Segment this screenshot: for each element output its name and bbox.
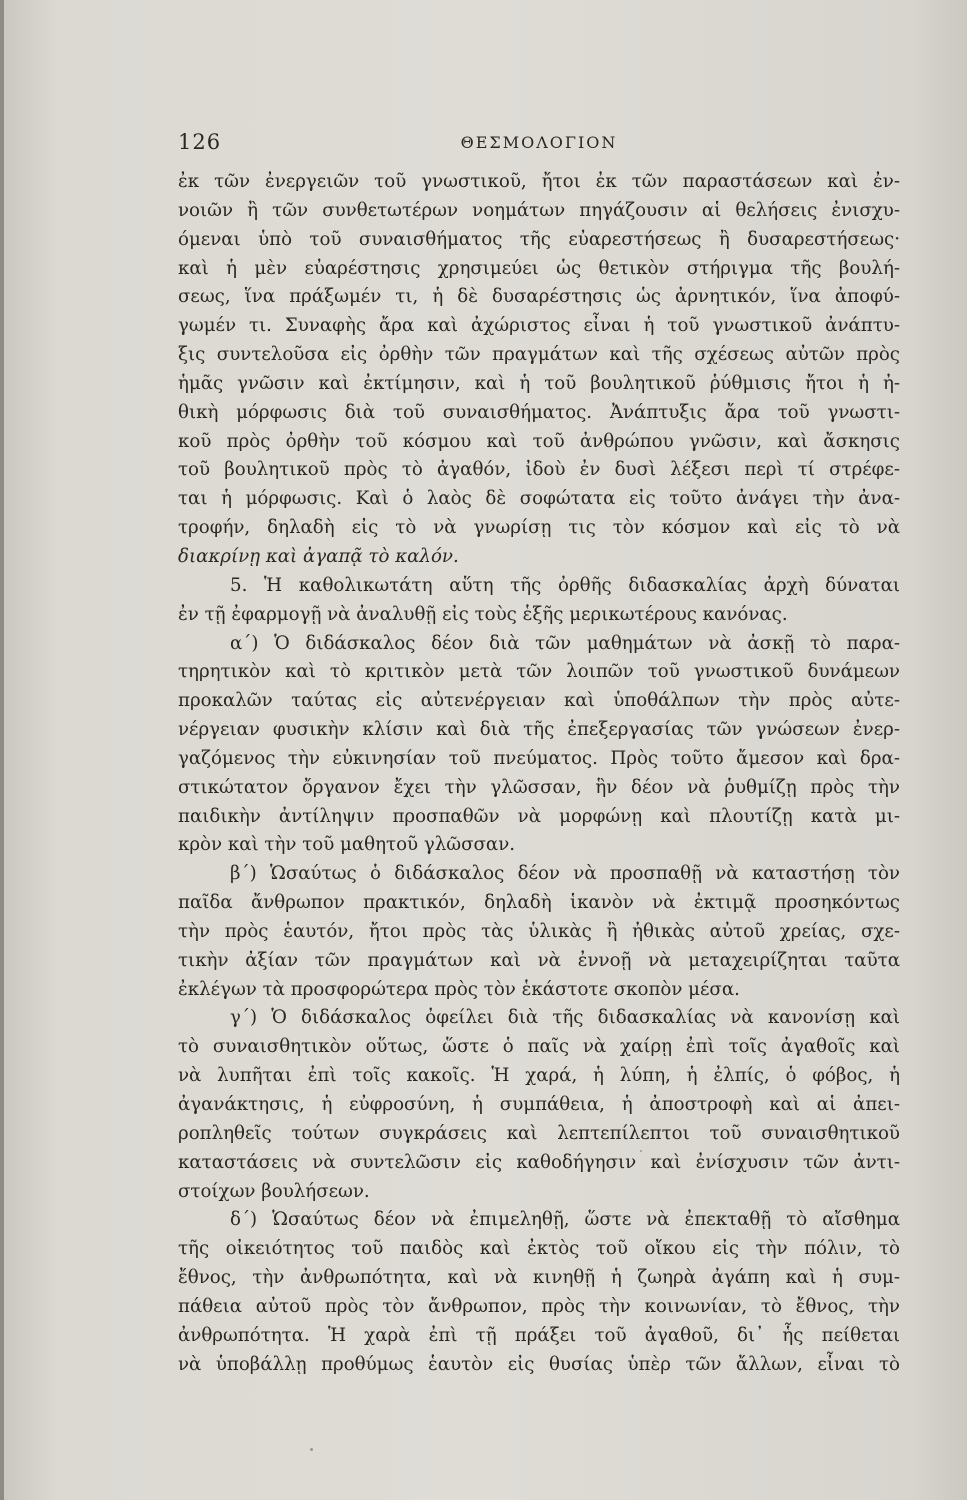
text-line: νοιῶν ἢ τῶν συνθετωτέρων νοημάτων πηγάζουσιν αἱ θελήσεις ἐνισχυ- [178, 199, 900, 221]
text-line: όμεναι ὑπὸ τοῦ συναισθήματος τῆς εὐαρεστήσεως ἢ δυσαρεστήσεως· [178, 228, 900, 250]
text-line: τικὴν ἀξίαν τῶν πραγμάτων καὶ νὰ ἐννοῇ νὰ μεταχειρίζηται ταῦτα [178, 949, 900, 971]
text-line: ἔθνος, τὴν ἀνθρωπότητα, καὶ νὰ κινηθῇ ἡ ζωηρὰ ἀγάπη καὶ ἡ συμ- [178, 1267, 900, 1289]
text-line: τροφήν, δηλαδὴ εἰς τὸ νὰ γνωρίσῃ τις τὸν κόσμον καὶ εἰς τὸ νὰ [178, 517, 900, 539]
rule-delta-line: δ΄) Ὡσαύτως δέον νὰ ἐπιμεληθῇ, ὥστε νὰ ἐπεκταθῇ τὸ αἴσθημα [230, 1209, 900, 1231]
text-line: νὰ λυπῆται ἐπὶ τοῖς κακοῖς. Ἡ χαρά, ἡ λύπη, ἡ ἐλπίς, ὁ φόβος, ἡ [178, 1065, 900, 1087]
text-line: ἀγανάκτησις, ἡ εὐφροσύνη, ἡ συμπάθεια, ἡ ἀποστροφὴ καὶ αἱ ἀπει- [178, 1094, 900, 1115]
text-line: τοῦ βουλητικοῦ πρὸς τὸ ἀγαθόν, ἰδοὺ ἐν δυσὶ λέξεσι περὶ τί στρέφε- [178, 459, 900, 481]
text-line: τὴν πρὸς ἑαυτόν, ἤτοι πρὸς τὰς ὑλικὰς ἢ ἠθικὰς αὐτοῦ χρείας, σχε- [178, 920, 900, 942]
text-line: πάθεια αὐτοῦ πρὸς τὸν ἄνθρωπον, πρὸς τὴν κοινωνίαν, τὸ ἔθνος, τὴν [178, 1295, 900, 1317]
text-line: κοῦ πρὸς ὀρθὴν τοῦ κόσμου καὶ τοῦ ἀνθρώπου γνῶσιν, καὶ ἄσκησις [178, 430, 900, 452]
running-title: ΘΕΣΜΟΛΟΓΙΟΝ [460, 133, 618, 152]
text-line: κρὸν καὶ τὴν τοῦ μαθητοῦ γλῶσσαν. [178, 834, 516, 856]
text-line: σεως, ἵνα πράξωμέν τι, ἡ δὲ δυσαρέστησις ὡς ἀρνητικόν, ἵνα ἀποφύ- [178, 286, 900, 308]
text-line: διακρίνῃ καὶ ἀγαπᾷ τὸ καλόν. [178, 545, 459, 567]
text-line: ἐκλέγων τὰ προσφορώτερα πρὸς τὸν ἑκάστοτε σκοπὸν μέσα. [178, 978, 740, 1000]
text-line: παιδικὴν ἀντίληψιν προσπαθῶν νὰ μορφώνῃ καὶ πλουτίζῃ κατὰ μι- [178, 805, 900, 827]
rule-alpha-line: α΄) Ὁ διδάσκαλος δέον διὰ τῶν μαθημάτων νὰ ἀσκῇ τὸ παρα- [230, 632, 900, 654]
paper-speck [640, 1150, 642, 1152]
text-line: ἀνθρωπότητα. Ἡ χαρὰ ἐπὶ τῇ πράξει τοῦ ἀγαθοῦ, δι᾽ ἧς πείθεται [178, 1324, 900, 1346]
text-line: γαζόμενος τὴν εὐκινησίαν τοῦ πνεύματος. Πρὸς τοῦτο ἄμεσον καὶ δρα- [178, 747, 900, 769]
text-line: ἐκ τῶν ἐνεργειῶν τοῦ γνωστικοῦ, ἤτοι ἐκ τῶν παραστάσεων καὶ ἐν- [178, 171, 900, 192]
paper-speck [310, 1448, 313, 1451]
text-line: στοίχων βουλήσεων. [178, 1180, 370, 1202]
body-text [178, 168, 900, 1379]
text-line: νέργειαν φυσικὴν κλίσιν καὶ διὰ τῆς ἐπεξεργασίας τῶν γνώσεων ἐνερ- [178, 719, 900, 741]
rule-beta-line: β΄) Ὡσαύτως ὁ διδάσκαλος δέον νὰ προσπαθῇ νὰ καταστήσῃ τὸν [230, 863, 900, 885]
text-line: καὶ ἡ μὲν εὐαρέστησις χρησιμεύει ὡς θετικὸν στήριγμα τῆς βουλή- [178, 257, 900, 279]
text-line: παῖδα ἄνθρωπον πρακτικόν, δηλαδὴ ἱκανὸν νὰ ἐκτιμᾷ προσηκόντως [178, 892, 900, 914]
text-line: νὰ ὑποβάλλῃ προθύμως ἑαυτὸν εἰς θυσίας ὑπὲρ τῶν ἄλλων, εἶναι τὸ [178, 1353, 900, 1375]
text-line: στικώτατον ὄργανον ἔχει τὴν γλῶσσαν, ἣν δέον νὰ ῥυθμίζῃ πρὸς τὴν [178, 776, 900, 798]
page-header [178, 130, 900, 156]
rule-gamma-line: γ΄) Ὁ διδάσκαλος ὀφείλει διὰ τῆς διδασκαλίας νὰ κανονίσῃ καὶ [230, 1007, 900, 1029]
section-heading-line: 5. Ἡ καθολικωτάτη αὕτη τῆς ὀρθῆς διδασκαλίας ἀρχὴ δύναται [230, 574, 900, 596]
text-line: γωμέν τι. Συναφὴς ἄρα καὶ ἀχώριστος εἶναι ἡ τοῦ γνωστικοῦ ἀνάπτυ- [178, 315, 900, 337]
text-line: ἐν τῇ ἐφαρμογῇ νὰ ἀναλυθῇ εἰς τοὺς ἑξῆς μερικωτέρους κανόνας. [178, 603, 788, 625]
text-line: προκαλῶν ταύτας εἰς αὐτενέργειαν καὶ ὑποθάλπων τὴν πρὸς αὐτε- [178, 690, 900, 712]
text-line: ξις συντελοῦσα εἰς ὀρθὴν τῶν πραγμάτων καὶ τῆς σχέσεως αὐτῶν πρὸς [178, 344, 900, 366]
text-line: ἡμᾶς γνῶσιν καὶ ἐκτίμησιν, καὶ ἡ τοῦ βουλητικοῦ ῥύθμισις ἤτοι ἡ ἠ- [178, 372, 900, 394]
page-edge [0, 0, 4, 1500]
text-line: τὸ συναισθητικὸν οὕτως, ὥστε ὁ παῖς νὰ χαίρῃ ἐπὶ τοῖς ἀγαθοῖς καὶ [178, 1036, 900, 1058]
text-line: καταστάσεις νὰ συντελῶσιν εἰς καθοδήγησιν καὶ ἐνίσχυσιν τῶν ἀντι- [178, 1151, 900, 1173]
text-line: θικὴ μόρφωσις διὰ τοῦ συναισθήματος. Ἀνάπτυξις ἄρα τοῦ γνωστι- [178, 401, 900, 423]
page-number: 126 [178, 130, 222, 154]
text-line: ται ἡ μόρφωσις. Καὶ ὁ λαὸς δὲ σοφώτατα εἰς τοῦτο ἀνάγει τὴν ἀνα- [178, 488, 900, 510]
text-line: τῆς οἰκειότητος τοῦ παιδὸς καὶ ἐκτὸς τοῦ οἴκου εἰς τὴν πόλιν, τὸ [178, 1238, 900, 1260]
text-line: τηρητικὸν καὶ τὸ κριτικὸν μετὰ τῶν λοιπῶν τοῦ γνωστικοῦ δυνάμεων [178, 661, 900, 683]
text-line: ροπληθεῖς τούτων συγκράσεις καὶ λεπτεπίλεπτοι τοῦ συναισθητικοῦ [178, 1122, 900, 1144]
